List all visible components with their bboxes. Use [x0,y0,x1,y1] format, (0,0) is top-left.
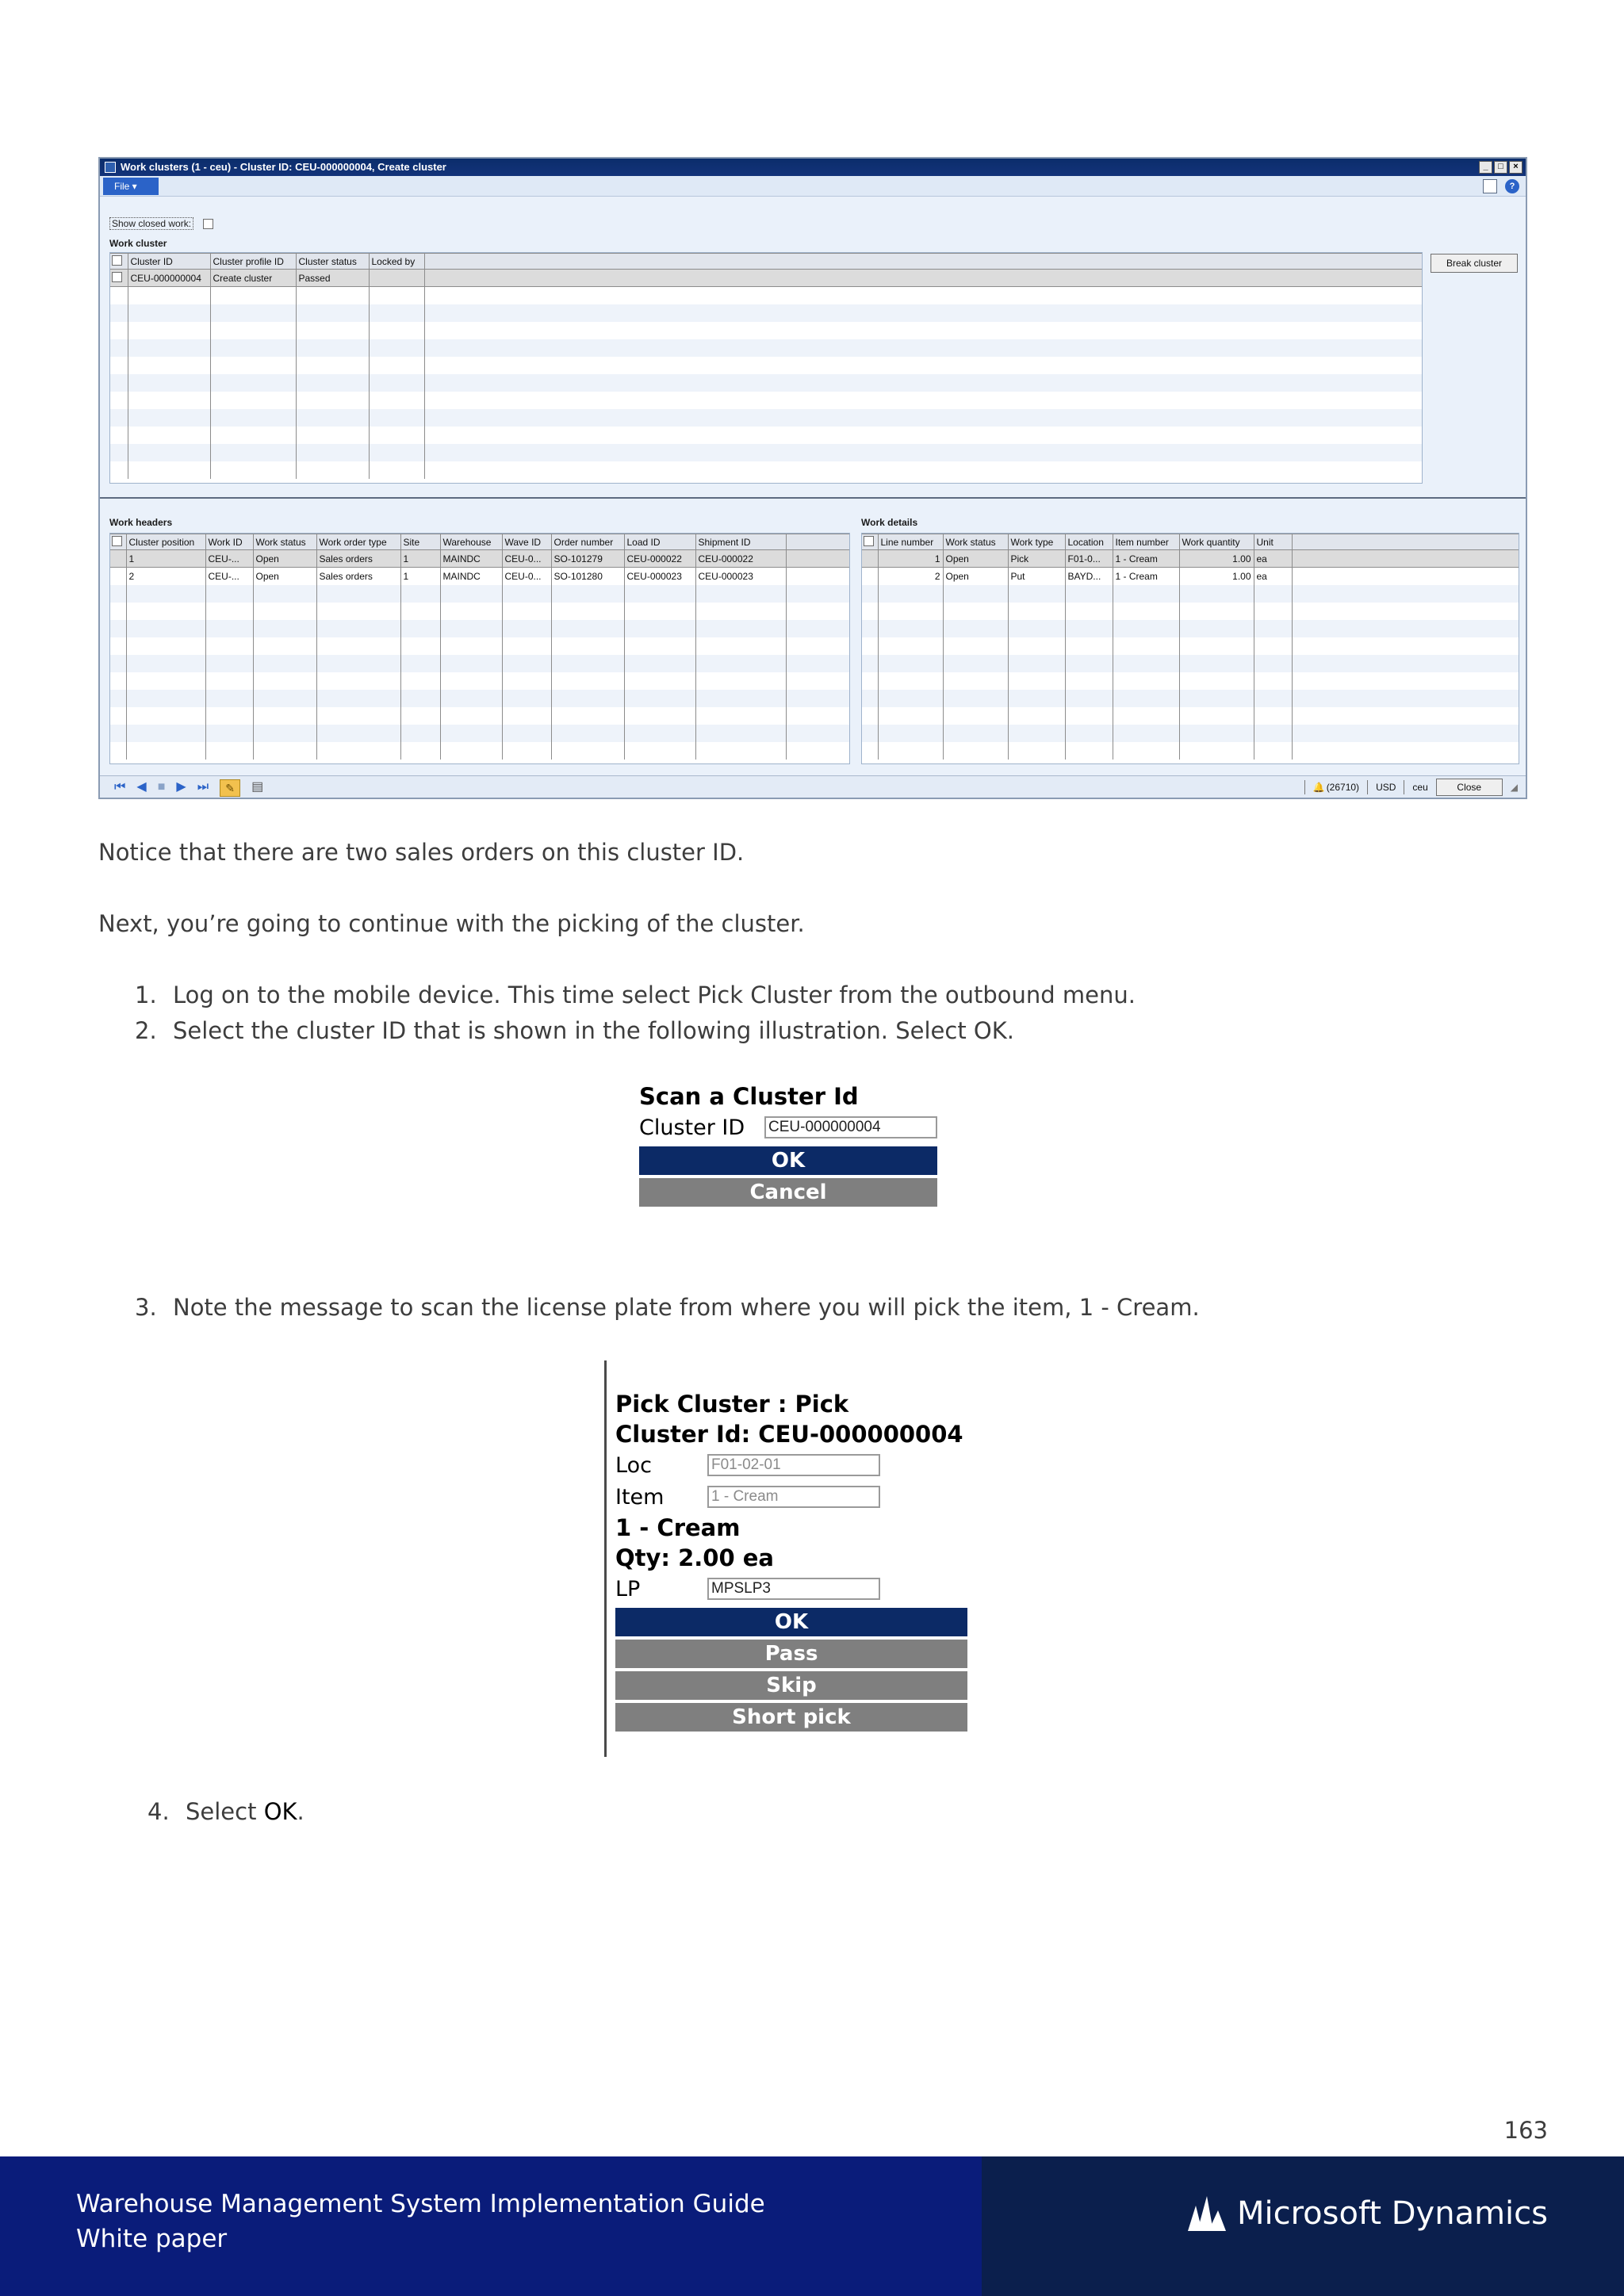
empty-row [110,585,850,603]
help-icon[interactable]: ? [1505,179,1519,193]
work-cluster-grid [109,252,1423,484]
cluster-id-label: Cluster ID [639,1115,745,1140]
empty-row [862,725,1519,742]
empty-row [110,392,1423,409]
table-row[interactable] [862,550,1519,568]
mobile-title: Scan a Cluster Id [639,1083,859,1110]
empty-row [110,427,1423,444]
column-header[interactable]: Site [400,534,440,550]
item-row [615,1481,967,1513]
table-cell: CEU-000000004 [128,270,210,287]
table-cell: CEU-... [205,550,253,568]
table-cell: Pick [1008,550,1065,568]
empty-row [110,620,850,637]
window-controls [1479,161,1522,174]
column-header[interactable]: Warehouse [440,534,502,550]
table-row[interactable] [110,550,850,568]
table-cell: 2 [878,568,943,585]
work-details-grid [861,533,1519,764]
footer-doc-title: Warehouse Management System Implementation Guide [76,2190,765,2218]
step-2 [135,1017,1014,1044]
table-cell: Sales orders [316,550,400,568]
table-cell: CEU-000022 [624,550,695,568]
empty-row [110,409,1423,427]
table-row[interactable] [862,568,1519,585]
step-4 [147,1798,304,1825]
table-cell: 1.00 [1179,568,1254,585]
table-cell: CEU-... [205,568,253,585]
table-cell: 1.00 [1179,550,1254,568]
screenshot-border [604,1360,607,1757]
table-cell: MAINDC [440,550,502,568]
table-cell: 1 [126,550,205,568]
column-header[interactable]: Wave ID [502,534,551,550]
table-cell: Open [253,568,316,585]
empty-row [110,707,850,725]
column-header[interactable]: Locked by [369,254,424,270]
footer-left-panel [0,2156,982,2296]
column-header[interactable]: Work order type [316,534,400,550]
footer-right-panel [982,2156,1624,2296]
empty-row [110,304,1423,322]
record-navigation [114,779,263,797]
column-header[interactable]: Cluster profile ID [210,254,296,270]
empty-row [862,690,1519,707]
step-number: 2. [135,1017,157,1044]
column-header[interactable]: Work status [943,534,1008,550]
status-right [1304,779,1518,796]
show-closed-work-checkbox[interactable] [203,219,213,229]
microsoft-dynamics-logo [1185,2195,1548,2233]
table-cell: Open [943,550,1008,568]
table-cell: Put [1008,568,1065,585]
table-cell: 1 [878,550,943,568]
company: ceu [1412,782,1428,793]
column-header[interactable]: Cluster position [126,534,205,550]
row-checkbox[interactable] [110,270,128,287]
column-header[interactable]: Load ID [624,534,695,550]
resize-grip-icon[interactable]: ◢ [1510,782,1518,793]
cluster-id-row [639,1112,937,1143]
cancel-button[interactable]: Cancel [639,1178,937,1207]
column-header[interactable]: Order number [551,534,624,550]
footer-doc-type: White paper [76,2225,228,2253]
table-cell: 1 [400,568,440,585]
select-all-checkbox-cell[interactable] [110,534,126,550]
column-header[interactable]: Work type [1008,534,1065,550]
notification-bell-icon[interactable]: 🔔 [1312,782,1325,793]
skip-button[interactable]: Skip [615,1671,967,1700]
item-input: 1 - Cream [707,1486,880,1508]
empty-row [110,672,850,690]
empty-row [862,603,1519,620]
empty-row [110,603,850,620]
status-bar [100,775,1526,798]
table-cell: CEU-000023 [624,568,695,585]
table-cell: SO-101279 [551,550,624,568]
table-cell: 1 [400,550,440,568]
empty-row [862,742,1519,760]
table-cell: 1 - Cream [1113,568,1179,585]
edit-pencil-icon[interactable]: ✎ [220,779,240,797]
file-menu-label: File [114,181,130,192]
window-title: Work clusters (1 - ceu) - Cluster ID: CEU-000000004, Create cluster [121,161,446,173]
dynamics-logo-icon [1185,2195,1228,2233]
currency: USD [1376,782,1396,793]
column-header[interactable]: Location [1065,534,1113,550]
table-cell: Sales orders [316,568,400,585]
column-header[interactable]: Work ID [205,534,253,550]
step-3 [135,1294,1200,1321]
table-cell: SO-101280 [551,568,624,585]
empty-row [110,690,850,707]
work-headers-grid [109,533,850,764]
last-record-icon[interactable]: ⏭ [197,780,209,794]
table-cell [369,270,424,287]
brand-name: Microsoft Dynamics [1237,2195,1548,2232]
next-record-icon[interactable]: ▶ [176,780,186,794]
empty-row [862,672,1519,690]
first-record-icon[interactable]: ⏮ [114,780,126,794]
page-number: 163 [1503,2117,1548,2144]
empty-row [110,655,850,672]
alerts-count: (26710) [1326,782,1360,793]
empty-row [862,655,1519,672]
maximize-icon[interactable]: □ [1494,161,1507,174]
column-header[interactable]: Item number [1113,534,1179,550]
pass-button[interactable]: Pass [615,1640,967,1668]
lp-row [615,1573,967,1605]
cluster-id-line: Cluster Id: CEU-000000004 [615,1421,963,1448]
column-header-filler [424,254,1423,270]
empty-row [110,444,1423,461]
column-header[interactable]: Work status [253,534,316,550]
empty-row [110,374,1423,392]
table-cell: 1 - Cream [1113,550,1179,568]
empty-row [862,585,1519,603]
show-closed-work [109,217,213,230]
table-cell: 2 [126,568,205,585]
show-closed-work-label: Show closed work: [109,217,193,230]
lp-input[interactable]: MPSLP3 [707,1578,880,1600]
step-number: 1. [135,982,157,1008]
empty-row [110,725,850,742]
empty-row [862,707,1519,725]
empty-row [110,322,1423,339]
table-cell: BAYD... [1065,568,1113,585]
step-number: 4. [147,1798,170,1825]
app-icon [105,162,116,173]
column-header[interactable]: Cluster status [296,254,369,270]
paragraph-notice: Notice that there are two sales orders on this cluster ID. [98,839,745,866]
column-header[interactable]: Unit [1254,534,1292,550]
paragraph-next: Next, you’re going to continue with the picking of the cluster. [98,910,805,937]
work-details-label: Work details [861,517,918,528]
loc-input: F01-02-01 [707,1454,880,1476]
step-text-suffix: . [297,1798,304,1825]
table-cell: Create cluster [210,270,296,287]
column-header[interactable]: Work quantity [1179,534,1254,550]
lp-label: LP [615,1576,641,1601]
table-cell: CEU-000023 [695,568,786,585]
break-cluster-button[interactable]: Break cluster [1431,254,1518,273]
table-cell: Passed [296,270,369,287]
table-cell: CEU-000022 [695,550,786,568]
column-header[interactable]: Shipment ID [695,534,786,550]
close-icon[interactable]: × [1509,161,1522,174]
menu-bar [100,176,1526,197]
minimize-icon[interactable]: _ [1479,161,1492,174]
empty-row [110,339,1423,357]
step-text-prefix: Select [186,1798,264,1825]
column-header[interactable]: Line number [878,534,943,550]
empty-row [110,742,850,760]
select-all-checkbox-cell[interactable] [862,534,878,550]
empty-row [110,461,1423,479]
menubar-icons [1483,179,1519,193]
table-cell: CEU-0... [502,568,551,585]
mobile-title: Pick Cluster : Pick [615,1391,849,1418]
empty-row [110,637,850,655]
splitter[interactable] [100,497,1526,499]
step-number: 3. [135,1294,157,1321]
item-label: Item [615,1484,665,1510]
cluster-id-input[interactable]: CEU-000000004 [764,1116,937,1138]
table-cell: Open [253,550,316,568]
record-list-icon[interactable]: ■ [157,780,166,794]
attachment-icon[interactable]: ▤ [251,780,264,794]
step-1 [135,982,1136,1008]
loc-row [615,1449,967,1481]
column-header-filler [786,534,850,550]
empty-row [110,287,1423,304]
table-cell: Open [943,568,1008,585]
ok-button[interactable]: OK [639,1146,937,1175]
table-cell: CEU-0... [502,550,551,568]
table-cell: ea [1254,550,1292,568]
table-row[interactable] [110,270,1423,287]
file-menu-button[interactable]: File ▾ [103,178,159,195]
empty-row [862,637,1519,655]
table-cell: MAINDC [440,568,502,585]
step-text-bold: OK [263,1798,297,1825]
item-name: 1 - Cream [615,1514,741,1541]
page-footer [0,2156,1624,2296]
empty-row [862,620,1519,637]
table-cell: F01-0... [1065,550,1113,568]
work-clusters-window [98,157,1527,799]
table-row[interactable] [110,568,850,585]
loc-label: Loc [615,1452,652,1478]
step-text: Select the cluster ID that is shown in the following illustration. Select OK. [173,1017,1014,1044]
table-cell: ea [1254,568,1292,585]
step-text: Note the message to scan the license plate from where you will pick the item, 1 - Cream. [173,1294,1200,1321]
previous-record-icon[interactable]: ◀ [136,780,147,794]
empty-row [110,357,1423,374]
step-text: Log on to the mobile device. This time select Pick Cluster from the outbound menu. [173,982,1136,1008]
close-button[interactable]: Close [1436,779,1503,796]
window-title-bar [100,159,1526,176]
table-cell-filler [424,270,1423,287]
ok-button[interactable]: OK [615,1608,967,1636]
view-icon[interactable] [1483,179,1497,193]
short-pick-button[interactable]: Short pick [615,1703,967,1732]
column-header-filler [1292,534,1519,550]
work-cluster-label: Work cluster [109,238,167,249]
select-all-checkbox-cell[interactable] [110,254,128,270]
work-headers-label: Work headers [109,517,173,528]
quantity: Qty: 2.00 ea [615,1544,774,1571]
mobile-scan-cluster-screen [639,1081,937,1207]
mobile-pick-cluster-screen [615,1389,967,1732]
column-header[interactable]: Cluster ID [128,254,210,270]
